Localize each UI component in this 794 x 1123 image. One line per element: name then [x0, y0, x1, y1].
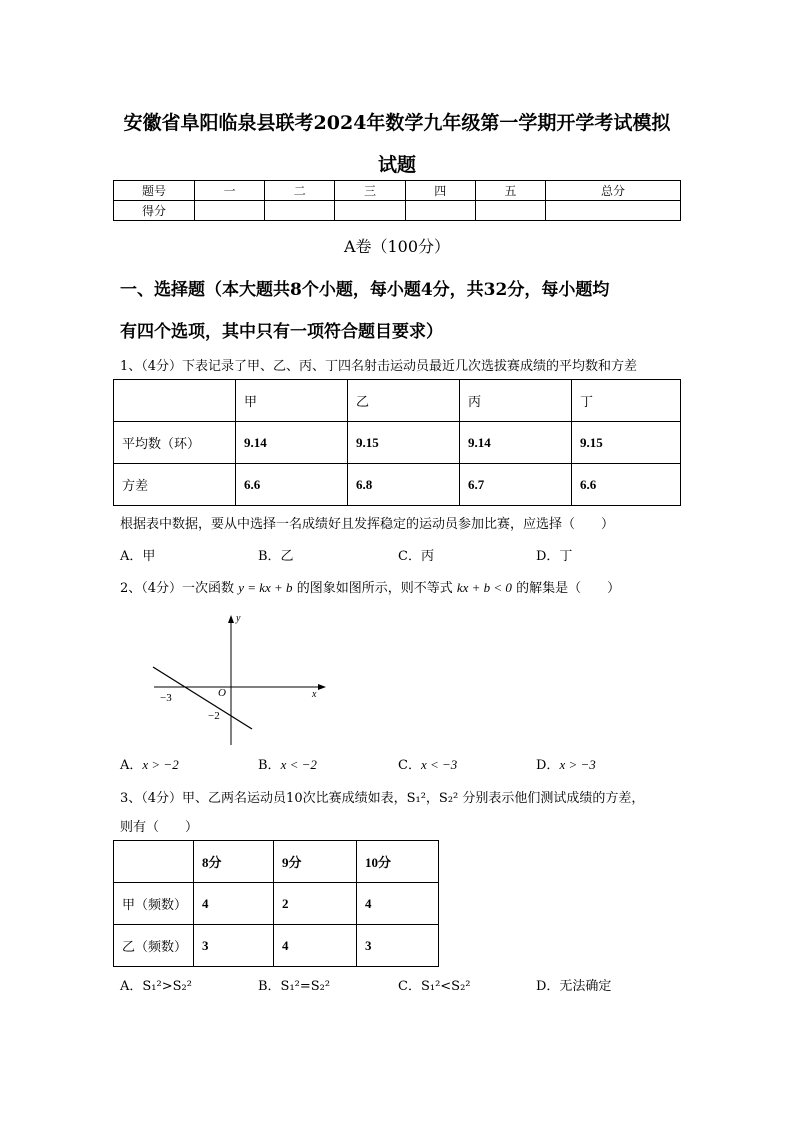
q1-header-cell — [114, 380, 236, 422]
q1-cell: 6.6 — [236, 464, 348, 506]
section-heading-line2: 有四个选项，其中只有一项符合题目要求） — [120, 322, 443, 342]
q3-option-a: A．S₁²>S₂² — [120, 979, 192, 994]
q3-row-label: 甲（频数） — [114, 883, 194, 925]
score-header-cell: 一 — [195, 181, 265, 201]
q3-cell: 4 — [274, 925, 357, 967]
q3-header-cell — [114, 841, 194, 883]
option-expression: x < −3 — [420, 757, 458, 772]
q3-cell: 3 — [357, 925, 439, 967]
option-letter: D． — [536, 758, 560, 773]
score-table-row — [114, 201, 681, 221]
q3-header-cell: 10分 — [357, 841, 439, 883]
q1-header-cell: 甲 — [236, 380, 348, 422]
q2-option-d — [536, 754, 596, 773]
score-header-cell: 二 — [265, 181, 335, 201]
q1-cell: 6.7 — [460, 464, 572, 506]
y-tick-label: −2 — [208, 710, 220, 722]
q3-cell: 4 — [357, 883, 439, 925]
q1-header-cell: 丁 — [572, 380, 681, 422]
y-axis-arrow — [228, 615, 234, 623]
x-axis-arrow — [318, 684, 326, 690]
q3-stem-line1: 3、（4分）甲、乙两名运动员10次比赛成绩如表，S₁²，S₂² 分别表示他们测试成绩的方差， — [120, 791, 645, 806]
score-cell — [195, 201, 265, 221]
q1-row-label: 方差 — [114, 464, 236, 506]
q1-cell: 9.15 — [572, 422, 681, 464]
score-header-cell: 总分 — [546, 181, 681, 201]
section-a-heading: A卷（100分） — [343, 237, 451, 256]
q3-cell: 2 — [274, 883, 357, 925]
q3-cell: 3 — [194, 925, 274, 967]
q1-option-b: B．乙 — [258, 549, 294, 564]
q3-table-row — [114, 925, 439, 967]
option-expression: x < −2 — [280, 757, 317, 772]
option-letter: B． — [258, 758, 281, 773]
score-header-cell: 三 — [335, 181, 405, 201]
q1-table — [113, 379, 681, 506]
option-expression: x > −3 — [559, 757, 596, 772]
q3-stem-line2: 则有（ ） — [120, 820, 199, 835]
q3-row-label: 乙（频数） — [114, 925, 194, 967]
page-title-continued: 试题 — [377, 154, 416, 176]
q1-cell: 9.14 — [460, 422, 572, 464]
q3-cell: 4 — [194, 883, 274, 925]
q1-header-cell: 丙 — [460, 380, 572, 422]
q3-option-c: C．S₁²<S₂² — [398, 979, 471, 994]
q1-table-row — [114, 464, 681, 506]
y-axis-label: y — [236, 613, 241, 624]
q3-table — [113, 840, 439, 967]
page-title: 安徽省阜阳临泉县联考2024年数学九年级第一学期开学考试模拟 — [123, 112, 671, 134]
q1-option-c: C．丙 — [398, 549, 434, 564]
score-cell — [265, 201, 335, 221]
q2-graph — [140, 605, 340, 750]
x-axis-label: x — [312, 689, 317, 700]
q1-stem: 1、（4分）下表记录了甲、乙、丙、丁四名射击运动员最近几次选拔赛成绩的平均数和方差 — [120, 359, 638, 374]
option-expression: x > −2 — [142, 757, 179, 772]
q1-header-cell: 乙 — [348, 380, 460, 422]
section-heading-line1: 一、选择题（本大题共8个小题，每小题4分，共32分，每小题均 — [120, 280, 610, 300]
x-tick-label: −3 — [160, 692, 172, 704]
q2-function-formula: y = kx + b — [238, 580, 293, 595]
score-table — [113, 180, 681, 221]
q2-inequality-formula: kx + b < 0 — [456, 580, 512, 595]
q1-cell: 6.8 — [348, 464, 460, 506]
q1-cell: 9.15 — [348, 422, 460, 464]
q2-option-c — [398, 754, 457, 773]
q3-table-row — [114, 883, 439, 925]
score-cell — [405, 201, 475, 221]
score-row-label: 得分 — [114, 201, 195, 221]
q1-option-a: A．甲 — [120, 549, 156, 564]
q1-question: 根据表中数据，要从中选择一名成绩好且发挥稳定的运动员参加比赛，应选择（ ） — [120, 517, 615, 532]
q2-stem-part: 的图象如图所示，则不等式 — [296, 581, 453, 596]
score-header-cell: 四 — [405, 181, 475, 201]
q1-option-d: D．丁 — [536, 549, 573, 564]
q2-stem-part: 2、（4分）一次函数 — [120, 581, 235, 596]
q3-option-d: D．无法确定 — [536, 979, 612, 994]
option-letter: A． — [120, 758, 143, 773]
q3-header-cell: 9分 — [274, 841, 357, 883]
q2-stem-part: 的解集是（ ） — [516, 581, 621, 596]
score-cell — [475, 201, 545, 221]
q1-cell: 6.6 — [572, 464, 681, 506]
origin-label: O — [218, 687, 226, 699]
q1-row-label: 平均数（环） — [114, 422, 236, 464]
q2-option-a — [120, 754, 179, 773]
score-table-header-row — [114, 181, 681, 201]
q1-table-header-row — [114, 380, 681, 422]
q2-stem — [120, 577, 620, 596]
score-cell — [546, 201, 681, 221]
q3-table-header-row — [114, 841, 439, 883]
q2-option-b — [258, 754, 317, 773]
score-header-cell: 五 — [475, 181, 545, 201]
score-cell — [335, 201, 405, 221]
q3-header-cell: 8分 — [194, 841, 274, 883]
option-letter: C． — [398, 758, 421, 773]
q1-cell: 9.14 — [236, 422, 348, 464]
score-header-cell: 题号 — [114, 181, 195, 201]
q3-option-b: B．S₁²=S₂² — [258, 979, 331, 994]
q1-table-row — [114, 422, 681, 464]
